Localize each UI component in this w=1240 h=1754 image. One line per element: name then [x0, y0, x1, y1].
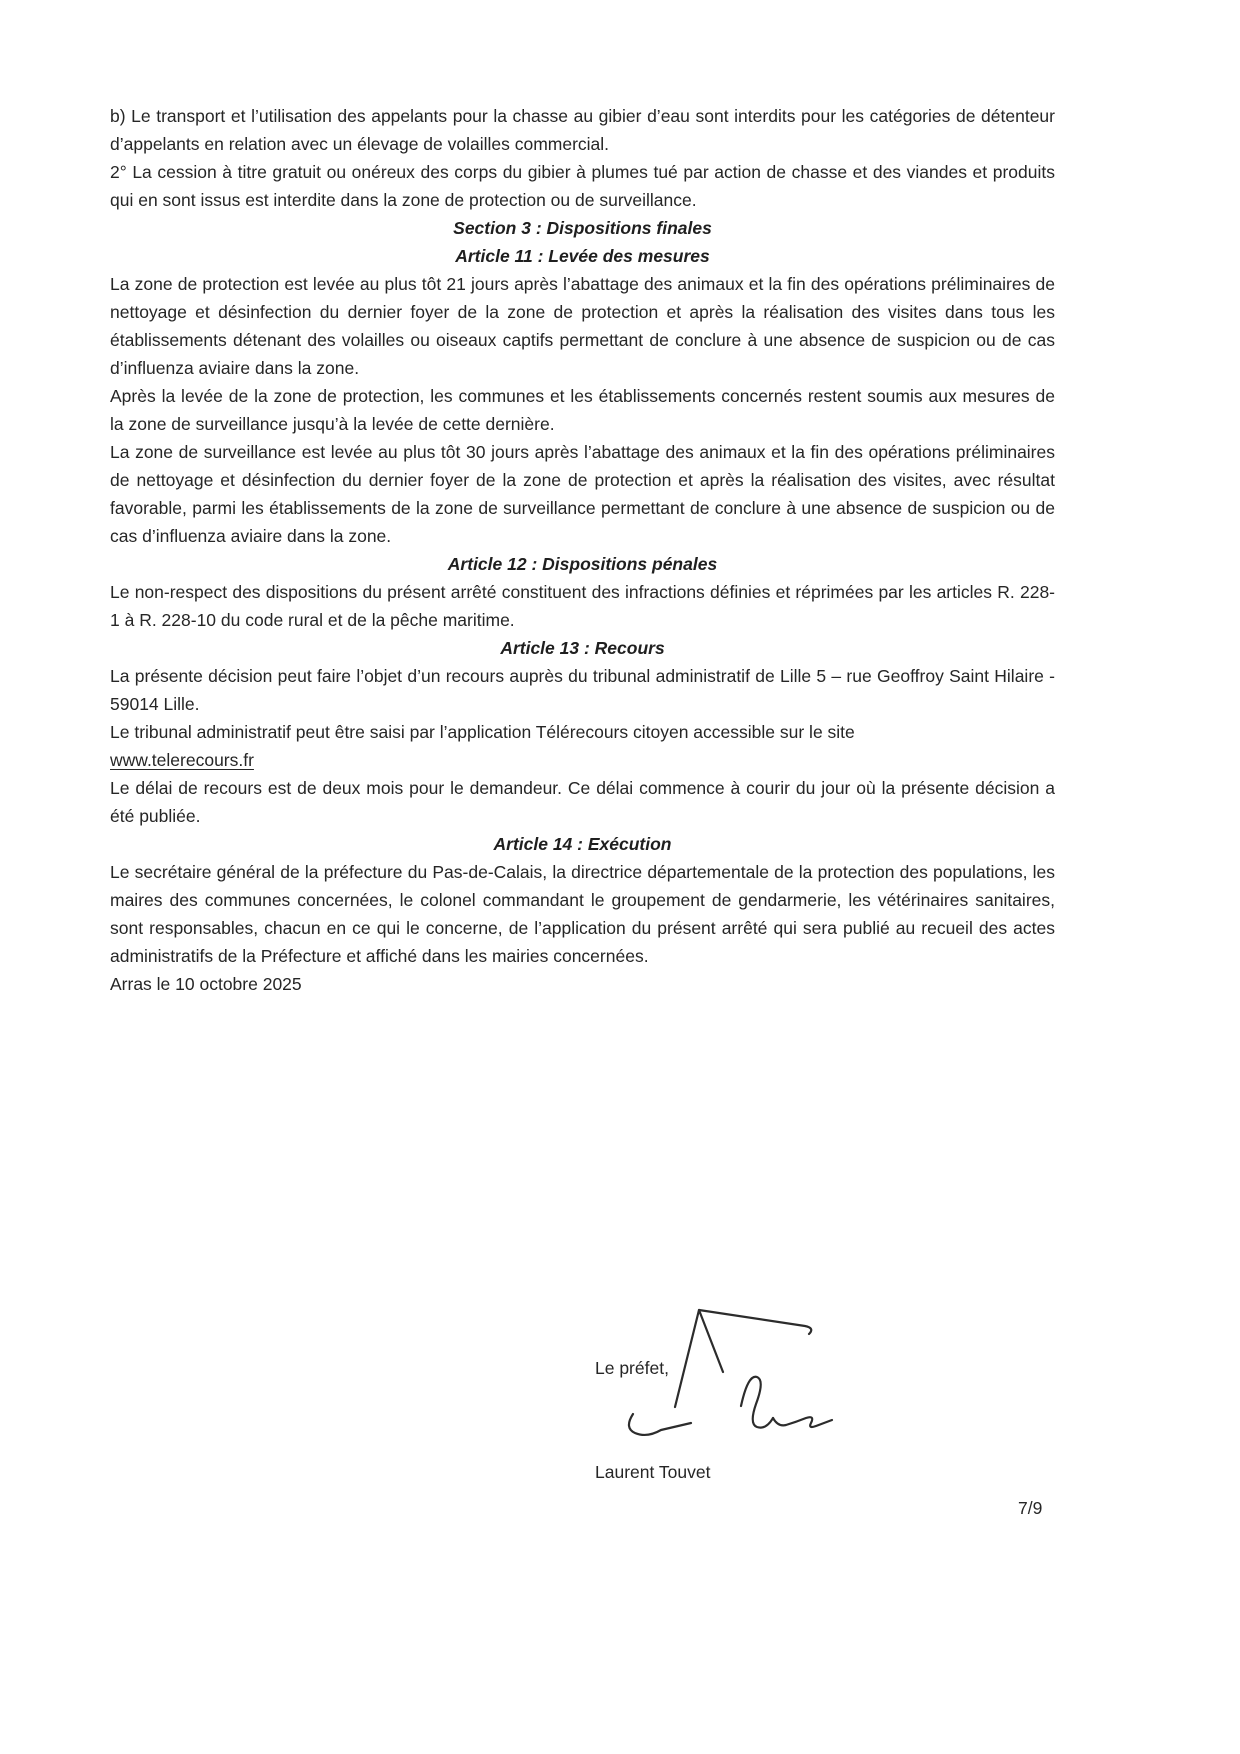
article12-paragraph-1: Le non-respect des dispositions du présent arrêté constituent des infractions définies et réprimées par les articles R. 228-1 à R. 228-10 du code rural et de la pêche maritime.: [110, 582, 1055, 630]
page-number: 7/9: [1018, 1498, 1043, 1518]
article11-paragraph-1: La zone de protection est levée au plus tôt 21 jours après l’abattage des animaux et la fin des opérations préliminaires de nettoyage et désinfection du dernier foyer de la zone de protection et après la réalisation des visites dans tous les établissements détenant des volailles ou oiseaux captifs permettant de conclure à une absence de suspicion ou de cas d’influenza aviaire dans la zone.: [110, 274, 1055, 378]
article13-paragraph-3: Le délai de recours est de deux mois pour le demandeur. Ce délai commence à courir du jour où la présente décision a été publiée.: [110, 778, 1055, 826]
article11-heading: Article 11 : Levée des mesures: [455, 246, 710, 266]
article13-heading: Article 13 : Recours: [500, 638, 665, 658]
telerecours-link[interactable]: www.telerecours.fr: [110, 750, 254, 770]
article12-heading: Article 12 : Dispositions pénales: [447, 554, 718, 574]
signatory-name: Laurent Touvet: [595, 1462, 711, 1482]
article11-paragraph-2: Après la levée de la zone de protection, les communes et les établissements concernés restent soumis aux mesures de la zone de surveillance jusqu’à la levée de cette dernière.: [110, 386, 1055, 434]
paragraph-cession-gibier: 2° La cession à titre gratuit ou onéreux des corps du gibier à plumes tué par action de chasse et des viandes et produits qui en sont issus est interdite dans la zone de protection ou de surveillance.: [110, 162, 1055, 210]
signatory-role-label: Le préfet,: [595, 1358, 669, 1378]
article13-paragraph-2: Le tribunal administratif peut être saisi par l’application Télérecours citoyen accessible sur le site: [110, 722, 855, 742]
telerecours-link-line: [110, 746, 1055, 774]
article14-heading: Article 14 : Exécution: [493, 834, 672, 854]
signature-block: [595, 1300, 925, 1500]
section3-heading: Section 3 : Dispositions finales: [453, 218, 712, 238]
article14-paragraph-1: Le secrétaire général de la préfecture du Pas-de-Calais, la directrice départementale de la protection des populations, les maires des communes concernées, le colonel commandant le groupement de gendarmerie, les vétérinaires sanitaires, sont responsables, chacun en ce qui le concerne, de l’application du présent arrêté qui sera publié au recueil des actes administratifs de la Préfecture et affiché dans les mairies concernées.: [110, 862, 1055, 966]
paragraph-transport-appelants: b) Le transport et l’utilisation des appelants pour la chasse au gibier d’eau sont interdits pour les catégories de détenteur d’appelants en relation avec un élevage de volailles commercial.: [110, 106, 1055, 154]
article11-paragraph-3: La zone de surveillance est levée au plus tôt 30 jours après l’abattage des animaux et la fin des opérations préliminaires de nettoyage et désinfection du dernier foyer de la zone de protection et après la réalisation des visites, avec résultat favorable, parmi les établissements de la zone de surveillance permettant de conclure à une absence de suspicion ou de cas d’influenza aviaire dans la zone.: [110, 442, 1055, 546]
handwritten-signature-icon: [623, 1302, 853, 1452]
article13-paragraph-1: La présente décision peut faire l’objet d’un recours auprès du tribunal administratif de Lille 5 – rue Geoffroy Saint Hilaire - 59014 Lille.: [110, 666, 1055, 714]
date-place-line: Arras le 10 octobre 2025: [110, 974, 302, 994]
